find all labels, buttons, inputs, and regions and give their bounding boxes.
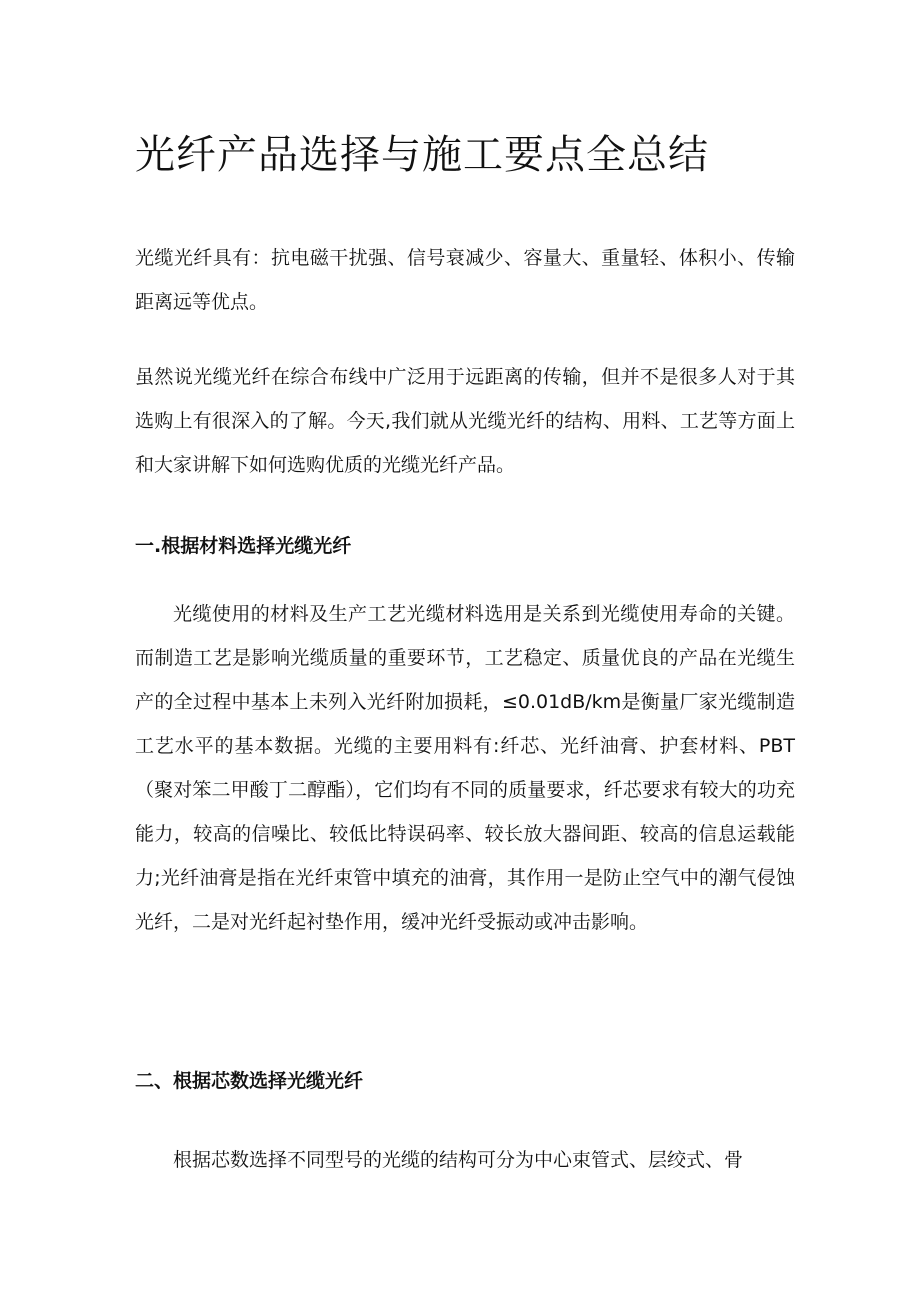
section-1-body: 光缆使用的材料及生产工艺光缆材料选用是关系到光缆使用寿命的关键。而制造工艺是影响光缆质量的重要环节，工艺稳定、质量优良的产品在光缆生产的全过程中基本上未列入光纤附加损耗，≤0.01dB/km是衡量厂家光缆制造工艺水平的基本数据。光缆的主要用料有:纤芯、光纤油膏、护套材料、PBT（聚对笨二甲酸丁二醇酯），它们均有不同的质量要求，纤芯要求有较大的功充能力，较高的信噪比、较低比特误码率、较长放大器间距、较高的信息运载能力;光纤油膏是指在光纤束管中填充的油膏，其作用一是防止空气中的潮气侵蚀光纤，二是对光纤起衬垫作用，缓冲光纤受振动或冲击影响。 (135, 603, 795, 933)
section-1-heading: 一.根据材料选择光缆光纤 (135, 535, 352, 557)
intro-paragraph-2: 虽然说光缆光纤在综合布线中广泛用于远距离的传输，但并不是很多人对于其选购上有很深入的了解。今天,我们就从光缆光纤的结构、用料、工艺等方面上和大家讲解下如何选购优质的光缆光纤产品。 (135, 366, 795, 476)
intro-paragraph-1: 光缆光纤具有：抗电磁干扰强、信号衰减少、容量大、重量轻、体积小、传输距离远等优点。 (135, 247, 795, 313)
page-title: 光纤产品选择与施工要点全总结 (135, 132, 709, 178)
section-2-heading: 二、根据芯数选择光缆光纤 (135, 1070, 364, 1092)
section-2-body: 根据芯数选择不同型号的光缆的结构可分为中心束管式、层绞式、骨 (173, 1149, 744, 1171)
